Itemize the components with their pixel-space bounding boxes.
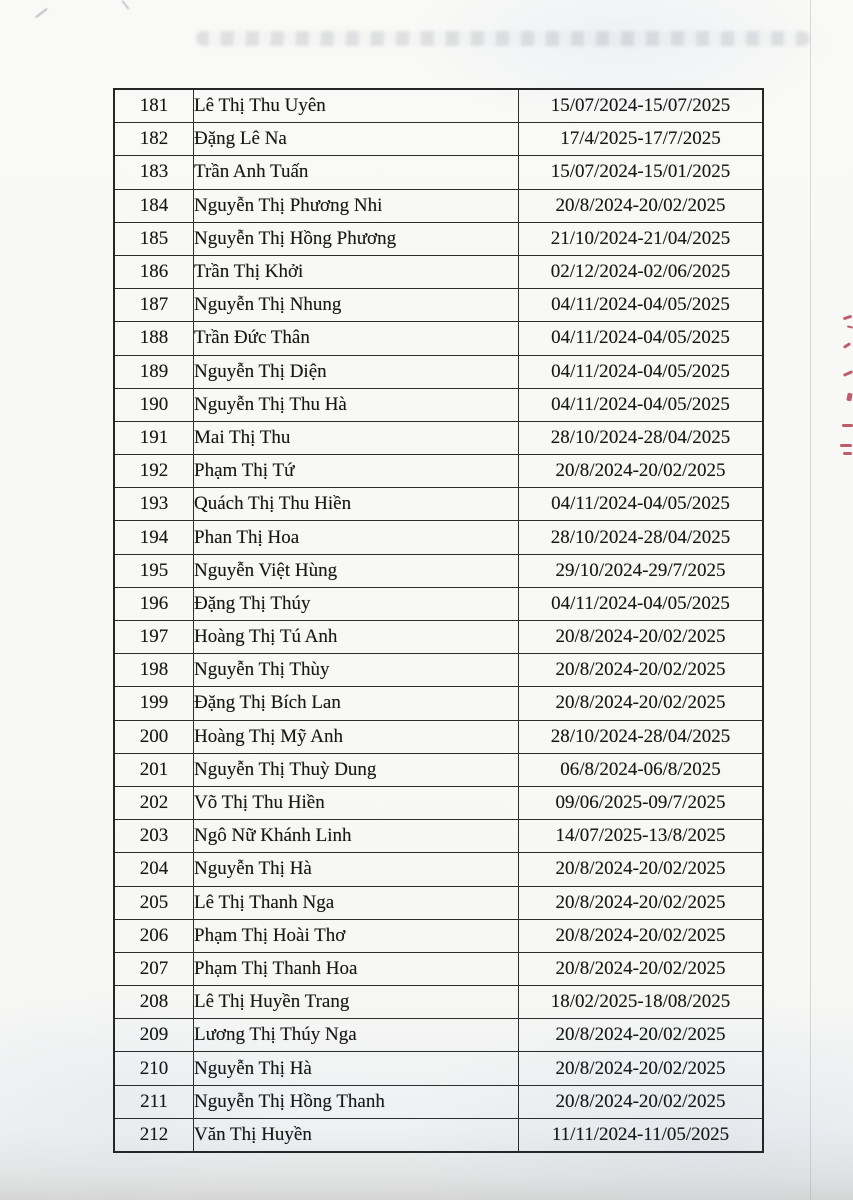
table-row bbox=[114, 388, 763, 421]
name-cell: Nguyễn Thị Hồng Thanh bbox=[194, 1085, 519, 1118]
row-number-cell: 195 bbox=[114, 554, 194, 587]
row-number-cell: 187 bbox=[114, 289, 194, 322]
table-row bbox=[114, 1118, 763, 1152]
date-range-cell: 20/8/2024-20/02/2025 bbox=[519, 1085, 764, 1118]
table-row bbox=[114, 853, 763, 886]
date-range-cell: 20/8/2024-20/02/2025 bbox=[519, 455, 764, 488]
row-number-cell: 207 bbox=[114, 952, 194, 985]
row-number-cell: 189 bbox=[114, 355, 194, 388]
date-range-cell: 04/11/2024-04/05/2025 bbox=[519, 355, 764, 388]
table-row bbox=[114, 123, 763, 156]
table-row bbox=[114, 952, 763, 985]
row-number-cell: 181 bbox=[114, 89, 194, 123]
scan-smudge-band bbox=[196, 31, 810, 46]
name-cell: Văn Thị Huyền bbox=[194, 1118, 519, 1152]
table-row bbox=[114, 488, 763, 521]
row-number-cell: 191 bbox=[114, 421, 194, 454]
row-number-cell: 205 bbox=[114, 886, 194, 919]
date-range-cell: 04/11/2024-04/05/2025 bbox=[519, 587, 764, 620]
table-row bbox=[114, 322, 763, 355]
date-range-cell: 20/8/2024-20/02/2025 bbox=[519, 189, 764, 222]
name-cell: Ngô Nữ Khánh Linh bbox=[194, 820, 519, 853]
red-pen-mark bbox=[843, 315, 852, 321]
table-row bbox=[114, 687, 763, 720]
table-row bbox=[114, 720, 763, 753]
row-number-cell: 194 bbox=[114, 521, 194, 554]
table-row bbox=[114, 89, 763, 123]
name-cell: Phạm Thị Thanh Hoa bbox=[194, 952, 519, 985]
date-range-cell: 28/10/2024-28/04/2025 bbox=[519, 421, 764, 454]
name-cell: Nguyễn Thị Thuỳ Dung bbox=[194, 753, 519, 786]
red-pen-mark bbox=[843, 342, 851, 349]
date-range-cell: 04/11/2024-04/05/2025 bbox=[519, 289, 764, 322]
name-cell: Mai Thị Thu bbox=[194, 421, 519, 454]
table-row bbox=[114, 986, 763, 1019]
red-pen-mark bbox=[847, 325, 853, 328]
row-number-cell: 203 bbox=[114, 820, 194, 853]
name-cell: Quách Thị Thu Hiền bbox=[194, 488, 519, 521]
row-number-cell: 196 bbox=[114, 587, 194, 620]
row-number-cell: 212 bbox=[114, 1118, 194, 1152]
table-row bbox=[114, 753, 763, 786]
name-cell: Nguyễn Thị Thu Hà bbox=[194, 388, 519, 421]
table-row bbox=[114, 919, 763, 952]
table-row bbox=[114, 820, 763, 853]
table-row bbox=[114, 1019, 763, 1052]
row-number-cell: 182 bbox=[114, 123, 194, 156]
date-range-cell: 20/8/2024-20/02/2025 bbox=[519, 919, 764, 952]
name-cell: Lương Thị Thúy Nga bbox=[194, 1019, 519, 1052]
row-number-cell: 185 bbox=[114, 222, 194, 255]
table-row bbox=[114, 654, 763, 687]
table-row bbox=[114, 289, 763, 322]
row-number-cell: 204 bbox=[114, 853, 194, 886]
name-cell: Lê Thị Thu Uyên bbox=[194, 89, 519, 123]
date-range-cell: 28/10/2024-28/04/2025 bbox=[519, 720, 764, 753]
row-number-cell: 200 bbox=[114, 720, 194, 753]
row-number-cell: 198 bbox=[114, 654, 194, 687]
name-cell: Nguyễn Thị Phương Nhi bbox=[194, 189, 519, 222]
date-range-cell: 21/10/2024-21/04/2025 bbox=[519, 222, 764, 255]
name-cell: Trần Thị Khởi bbox=[194, 255, 519, 288]
table-row bbox=[114, 455, 763, 488]
name-cell: Trần Anh Tuấn bbox=[194, 156, 519, 189]
name-cell: Nguyễn Thị Hà bbox=[194, 853, 519, 886]
red-pen-mark bbox=[843, 452, 852, 455]
date-range-cell: 02/12/2024-02/06/2025 bbox=[519, 255, 764, 288]
name-cell: Phạm Thị Hoài Thơ bbox=[194, 919, 519, 952]
row-number-cell: 206 bbox=[114, 919, 194, 952]
name-cell: Hoàng Thị Mỹ Anh bbox=[194, 720, 519, 753]
name-cell: Phan Thị Hoa bbox=[194, 521, 519, 554]
row-number-cell: 188 bbox=[114, 322, 194, 355]
table-row bbox=[114, 156, 763, 189]
date-range-cell: 20/8/2024-20/02/2025 bbox=[519, 654, 764, 687]
pencil-mark bbox=[35, 8, 48, 19]
row-number-cell: 197 bbox=[114, 621, 194, 654]
row-number-cell: 190 bbox=[114, 388, 194, 421]
roster-body bbox=[114, 89, 763, 1152]
date-range-cell: 20/8/2024-20/02/2025 bbox=[519, 1052, 764, 1085]
table-row bbox=[114, 587, 763, 620]
name-cell: Lê Thị Huyền Trang bbox=[194, 986, 519, 1019]
table-row bbox=[114, 355, 763, 388]
table-row bbox=[114, 554, 763, 587]
name-cell: Nguyễn Thị Nhung bbox=[194, 289, 519, 322]
red-pen-mark bbox=[840, 444, 852, 447]
row-number-cell: 208 bbox=[114, 986, 194, 1019]
name-cell: Phạm Thị Tứ bbox=[194, 455, 519, 488]
date-range-cell: 04/11/2024-04/05/2025 bbox=[519, 388, 764, 421]
name-cell: Lê Thị Thanh Nga bbox=[194, 886, 519, 919]
name-cell: Hoàng Thị Tú Anh bbox=[194, 621, 519, 654]
table-row bbox=[114, 621, 763, 654]
table-row bbox=[114, 1085, 763, 1118]
row-number-cell: 210 bbox=[114, 1052, 194, 1085]
red-pen-mark bbox=[843, 370, 853, 377]
name-cell: Nguyễn Thị Hà bbox=[194, 1052, 519, 1085]
date-range-cell: 14/07/2025-13/8/2025 bbox=[519, 820, 764, 853]
row-number-cell: 183 bbox=[114, 156, 194, 189]
red-pen-mark bbox=[846, 393, 853, 402]
name-cell: Đặng Thị Thúy bbox=[194, 587, 519, 620]
table-row bbox=[114, 222, 763, 255]
name-cell: Đặng Thị Bích Lan bbox=[194, 687, 519, 720]
name-cell: Trần Đức Thân bbox=[194, 322, 519, 355]
table-row bbox=[114, 1052, 763, 1085]
table-row bbox=[114, 786, 763, 819]
date-range-cell: 29/10/2024-29/7/2025 bbox=[519, 554, 764, 587]
row-number-cell: 201 bbox=[114, 753, 194, 786]
row-number-cell: 202 bbox=[114, 786, 194, 819]
date-range-cell: 20/8/2024-20/02/2025 bbox=[519, 853, 764, 886]
date-range-cell: 06/8/2024-06/8/2025 bbox=[519, 753, 764, 786]
date-range-cell: 15/07/2024-15/01/2025 bbox=[519, 156, 764, 189]
name-cell: Nguyễn Thị Diện bbox=[194, 355, 519, 388]
row-number-cell: 211 bbox=[114, 1085, 194, 1118]
date-range-cell: 28/10/2024-28/04/2025 bbox=[519, 521, 764, 554]
red-pen-mark bbox=[842, 424, 853, 427]
name-cell: Nguyễn Việt Hùng bbox=[194, 554, 519, 587]
table-row bbox=[114, 189, 763, 222]
name-cell: Võ Thị Thu Hiền bbox=[194, 786, 519, 819]
name-cell: Đặng Lê Na bbox=[194, 123, 519, 156]
name-cell: Nguyễn Thị Thùy bbox=[194, 654, 519, 687]
date-range-cell: 20/8/2024-20/02/2025 bbox=[519, 687, 764, 720]
date-range-cell: 11/11/2024-11/05/2025 bbox=[519, 1118, 764, 1152]
pencil-mark bbox=[121, 0, 129, 10]
date-range-cell: 20/8/2024-20/02/2025 bbox=[519, 1019, 764, 1052]
row-number-cell: 186 bbox=[114, 255, 194, 288]
row-number-cell: 193 bbox=[114, 488, 194, 521]
row-number-cell: 192 bbox=[114, 455, 194, 488]
date-range-cell: 04/11/2024-04/05/2025 bbox=[519, 322, 764, 355]
row-number-cell: 199 bbox=[114, 687, 194, 720]
date-range-cell: 17/4/2025-17/7/2025 bbox=[519, 123, 764, 156]
date-range-cell: 15/07/2024-15/07/2025 bbox=[519, 89, 764, 123]
date-range-cell: 18/02/2025-18/08/2025 bbox=[519, 986, 764, 1019]
date-range-cell: 20/8/2024-20/02/2025 bbox=[519, 952, 764, 985]
date-range-cell: 20/8/2024-20/02/2025 bbox=[519, 886, 764, 919]
row-number-cell: 184 bbox=[114, 189, 194, 222]
roster-table bbox=[113, 88, 764, 1153]
table-row bbox=[114, 886, 763, 919]
date-range-cell: 04/11/2024-04/05/2025 bbox=[519, 488, 764, 521]
date-range-cell: 09/06/2025-09/7/2025 bbox=[519, 786, 764, 819]
date-range-cell: 20/8/2024-20/02/2025 bbox=[519, 621, 764, 654]
table-row bbox=[114, 255, 763, 288]
row-number-cell: 209 bbox=[114, 1019, 194, 1052]
paper-edge-line bbox=[810, 0, 811, 1200]
table-row bbox=[114, 421, 763, 454]
name-cell: Nguyễn Thị Hồng Phương bbox=[194, 222, 519, 255]
table-row bbox=[114, 521, 763, 554]
